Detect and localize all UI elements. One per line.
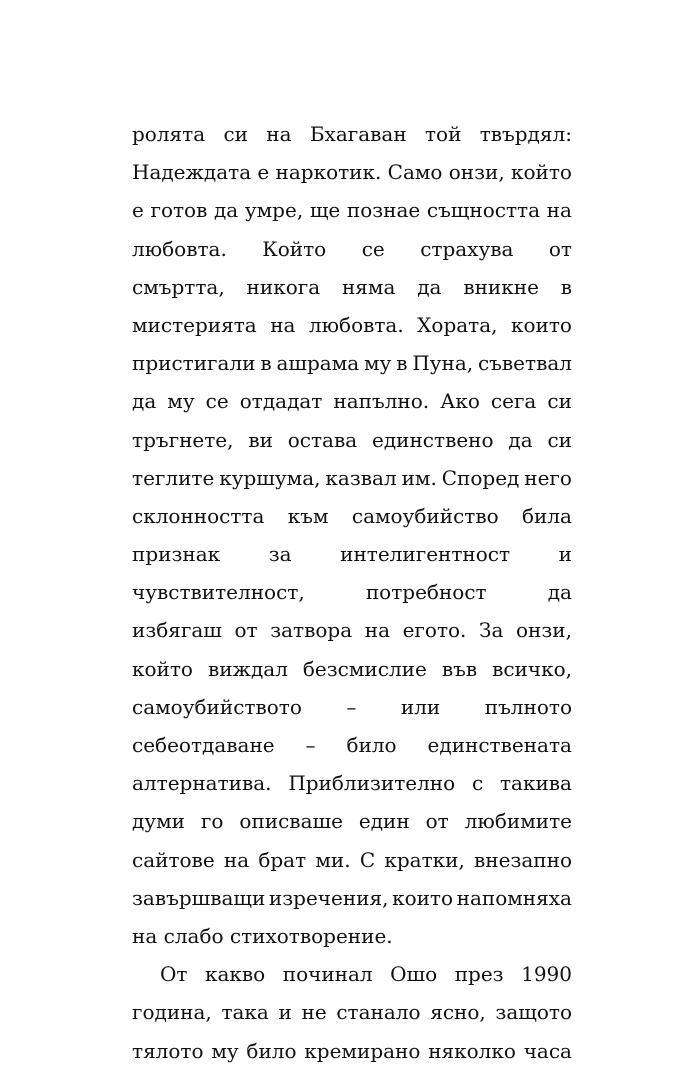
word: станало xyxy=(336,1000,421,1025)
word: теглите xyxy=(132,465,215,490)
text-line xyxy=(132,115,572,153)
word: си xyxy=(547,427,572,452)
word: Пуна, xyxy=(412,351,474,376)
word: ролята xyxy=(132,122,206,146)
word: самоубийството xyxy=(132,694,302,719)
word: Само xyxy=(387,160,443,185)
word: си xyxy=(223,122,248,146)
text-line xyxy=(132,726,572,764)
word: защото xyxy=(495,1000,572,1025)
word: Който xyxy=(262,236,327,261)
word: какво xyxy=(204,962,266,987)
word: 1990 xyxy=(521,962,572,987)
text-line xyxy=(132,268,572,306)
word: виждал xyxy=(207,656,288,681)
word: чувствителност, xyxy=(132,580,305,605)
word: Ошо xyxy=(390,962,438,987)
text-line xyxy=(132,344,572,382)
body-text xyxy=(132,115,572,1070)
word: един xyxy=(358,809,410,834)
word: си xyxy=(547,389,572,414)
word: мистерията xyxy=(132,312,257,337)
word: Бхагаван xyxy=(309,122,407,146)
word: да xyxy=(547,580,572,605)
word: пълното xyxy=(484,694,572,719)
word: умре, xyxy=(244,198,304,223)
word: няма xyxy=(341,274,396,299)
word: който xyxy=(132,656,193,681)
word: е xyxy=(132,198,144,223)
word: няколко xyxy=(428,1038,516,1063)
word: затвора xyxy=(270,618,353,643)
text-line xyxy=(132,993,572,1031)
word: тялото xyxy=(132,1038,204,1063)
word: – xyxy=(346,694,357,719)
word: познае xyxy=(346,198,421,223)
word: му xyxy=(211,1038,239,1063)
word: се xyxy=(361,236,385,261)
word: остава xyxy=(287,427,358,452)
word: часа xyxy=(523,1038,572,1063)
word: на xyxy=(270,312,296,337)
word: никога xyxy=(246,274,321,299)
text-line xyxy=(132,802,572,840)
word: него xyxy=(524,465,572,490)
word: в xyxy=(260,351,272,376)
word: които xyxy=(510,312,572,337)
word: твърдял: xyxy=(479,122,572,146)
word: на xyxy=(364,618,390,643)
word: сега xyxy=(490,389,537,414)
word: да xyxy=(213,198,239,223)
word: ми. xyxy=(315,847,351,872)
word: избягаш xyxy=(132,618,222,643)
word: брат xyxy=(258,847,307,872)
word: За xyxy=(479,618,504,643)
word: завършващи xyxy=(132,885,266,910)
word: от xyxy=(234,618,258,643)
word: егото. xyxy=(402,618,467,643)
text-line xyxy=(132,611,572,649)
word: било xyxy=(346,733,397,757)
text-line xyxy=(132,497,572,535)
word: да xyxy=(132,389,157,414)
word: Хората, xyxy=(417,312,498,337)
word: съветвал xyxy=(477,351,572,376)
word: От xyxy=(160,962,188,987)
word: на xyxy=(266,122,292,146)
text-line xyxy=(132,535,572,573)
word: наркотик. xyxy=(275,160,382,185)
word: и xyxy=(278,1000,292,1025)
word: ашрама xyxy=(276,351,360,376)
word: в xyxy=(560,274,572,299)
word: му xyxy=(167,389,195,414)
word: казвал xyxy=(325,465,397,490)
word: вникне xyxy=(463,274,539,299)
word: склонността xyxy=(132,503,265,528)
text-line xyxy=(132,879,572,917)
word: същността xyxy=(426,198,541,223)
text-line xyxy=(132,573,572,611)
word: онзи, xyxy=(448,160,505,185)
word: любовта. xyxy=(308,312,404,337)
word: всичко, xyxy=(492,656,572,681)
word: от xyxy=(425,809,449,834)
text-line xyxy=(132,841,572,879)
text-line xyxy=(132,153,572,191)
text-line xyxy=(132,382,572,420)
text-line xyxy=(132,764,572,802)
word: пристигали xyxy=(132,351,256,376)
word: страхува xyxy=(420,236,514,261)
word: интелигентност xyxy=(340,542,511,567)
text-line xyxy=(132,421,572,459)
word: отдадат xyxy=(239,389,323,414)
word: алтернатива. xyxy=(132,771,272,796)
word: така xyxy=(221,1000,269,1025)
text-line xyxy=(132,191,572,229)
word: да xyxy=(417,274,442,299)
word: куршума, xyxy=(219,465,321,490)
word: Ако xyxy=(440,389,480,414)
word: тръгнете, xyxy=(132,427,234,452)
word: себеотдаване xyxy=(132,733,275,757)
word: изречения, xyxy=(268,885,389,910)
word: от xyxy=(548,236,572,261)
word: потребност xyxy=(365,580,487,605)
word: С xyxy=(359,847,376,872)
word: любовта. xyxy=(132,236,227,261)
word: с xyxy=(471,771,484,796)
word: се xyxy=(205,389,229,414)
word: думи xyxy=(132,809,185,834)
word: година, xyxy=(132,1000,212,1025)
word: единствената xyxy=(427,733,572,757)
word: той xyxy=(424,122,462,146)
word: такива xyxy=(499,771,572,796)
word: или xyxy=(400,694,441,719)
word: за xyxy=(268,542,292,567)
text-line xyxy=(132,650,572,688)
word: които xyxy=(392,885,454,910)
word: ясно, xyxy=(430,1000,486,1025)
text-line xyxy=(132,306,572,344)
word: била xyxy=(521,503,572,528)
word: онзи, xyxy=(516,618,572,643)
word: – xyxy=(305,733,316,757)
word: към xyxy=(287,503,329,528)
word: внезапно xyxy=(474,847,572,872)
word: кремирано xyxy=(304,1038,421,1063)
word: във xyxy=(441,656,478,681)
word: починал xyxy=(282,962,373,987)
word: напомняха xyxy=(456,885,572,910)
word: в xyxy=(396,351,408,376)
word: напълно. xyxy=(333,389,430,414)
word: му xyxy=(364,351,392,376)
word: кратки, xyxy=(384,847,465,872)
word: сайтове xyxy=(132,847,215,872)
word: да xyxy=(508,427,533,452)
word: който xyxy=(510,160,572,185)
word: любимите xyxy=(464,809,572,834)
text-line xyxy=(132,230,572,268)
word: Приблизително xyxy=(288,771,456,796)
word: го xyxy=(200,809,224,834)
word: им. xyxy=(401,465,437,490)
word: на xyxy=(223,847,250,872)
word: смъртта, xyxy=(132,274,225,299)
text-line-last: на слабо стихотворение. xyxy=(132,923,393,948)
word: не xyxy=(301,1000,327,1025)
word: самоубийство xyxy=(351,503,499,528)
word: описваше xyxy=(239,809,343,834)
word: признак xyxy=(132,542,221,567)
word: безсмислие xyxy=(302,656,427,681)
word: Според xyxy=(441,465,520,490)
word: и xyxy=(558,542,572,567)
word: ще xyxy=(309,198,341,223)
word: единствено xyxy=(372,427,494,452)
word: ви xyxy=(248,427,273,452)
word: е xyxy=(257,160,270,185)
text-line xyxy=(132,1032,572,1070)
text-line xyxy=(132,688,572,726)
text-line xyxy=(132,459,572,497)
word: на xyxy=(546,198,572,223)
word: Надеждата xyxy=(132,160,252,185)
word: било xyxy=(246,1038,297,1063)
text-line-first xyxy=(132,955,572,993)
word: през xyxy=(454,962,504,987)
word: готов xyxy=(150,198,208,223)
